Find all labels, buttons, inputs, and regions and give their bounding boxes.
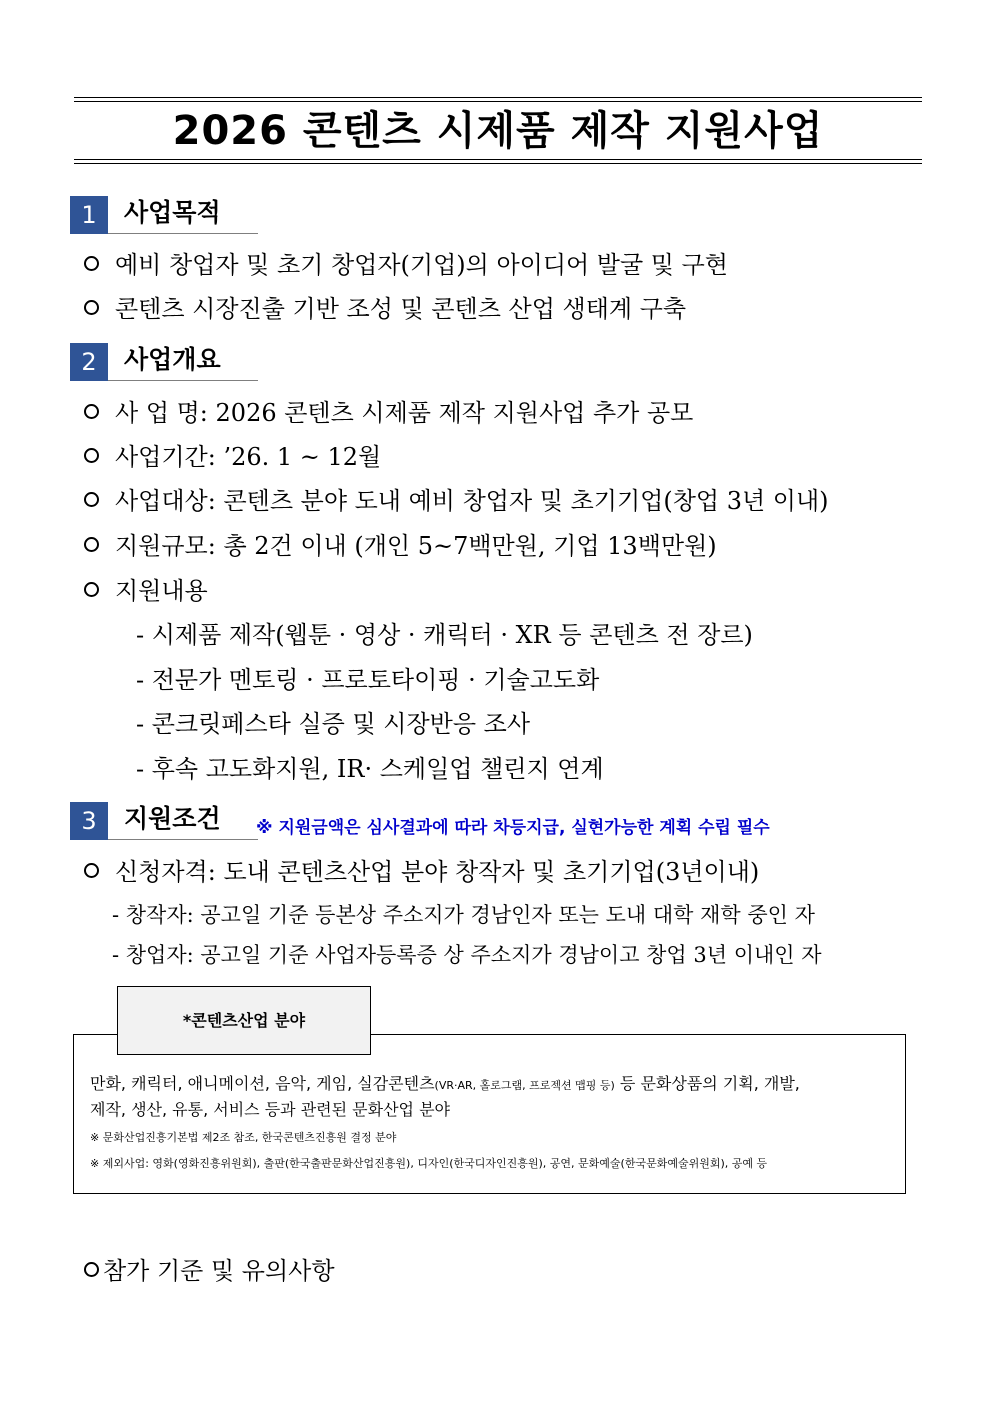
bullet-item	[84, 292, 686, 326]
section-number: 2	[70, 343, 108, 381]
section-title: 지원조건	[124, 804, 221, 833]
section-1-header	[70, 196, 258, 234]
bullet-text: 콘텐츠 시장진출 기반 조성 및 콘텐츠 산업 생태계 구축	[115, 295, 687, 323]
section-title: 사업개요	[124, 345, 221, 374]
box-text-small: (VR·AR, 홀로그램, 프로젝션 맵핑 등)	[434, 1079, 615, 1092]
hollow-circle-bullet-icon	[84, 582, 99, 597]
hollow-circle-bullet-icon	[84, 492, 99, 507]
box-text: 등 문화상품의 기획, 개발,	[614, 1074, 800, 1093]
sub-item: - 창작자: 공고일 기준 등본상 주소지가 경남인자 또는 도내 대학 재학 중인 자	[112, 903, 815, 927]
bullet-text: 예비 창업자 및 초기 창업자(기업)의 아이디어 발굴 및 구현	[115, 251, 728, 279]
bullet-text: 지원규모: 총 2건 이내 (개인 5~7백만원, 기업 13백만원)	[115, 532, 717, 560]
bullet-item	[84, 440, 381, 474]
sub-item: - 후속 고도화지원, IR· 스케일업 챌린지 연계	[136, 755, 604, 783]
hollow-circle-bullet-icon	[84, 404, 99, 419]
section-title: 사업목적	[124, 198, 221, 227]
section-underline	[108, 233, 258, 234]
bullet-item	[84, 855, 759, 889]
section-number: 1	[70, 196, 108, 234]
sub-item: - 시제품 제작(웹툰 · 영상 · 캐릭터 · XR 등 콘텐츠 전 장르)	[136, 621, 753, 649]
participation-criteria-heading	[84, 1254, 335, 1288]
box-text-line	[90, 1071, 800, 1099]
hollow-circle-bullet-icon	[84, 537, 99, 552]
heading-text: 참가 기준 및 유의사항	[103, 1257, 335, 1285]
hollow-circle-bullet-icon	[84, 256, 99, 271]
box-footnote: ※ 제외사업: 영화(영화진흥위원회), 출판(한국출판문화산업진흥원), 디자인(한국디자인진흥원), 공연, 문화예술(한국문화예술위원회), 공예 등	[90, 1157, 768, 1170]
hollow-circle-bullet-icon	[84, 300, 99, 315]
section-underline	[108, 839, 258, 840]
bullet-item	[84, 484, 829, 518]
content-industry-tab: *콘텐츠산업 분야	[117, 986, 371, 1055]
hollow-circle-bullet-icon	[84, 863, 99, 878]
funding-note: ※ 지원금액은 심사결과에 따라 차등지급, 실현가능한 계획 수립 필수	[256, 818, 770, 838]
section-2-header	[70, 343, 258, 381]
bullet-text: 사업기간: ’26. 1 ~ 12월	[115, 443, 382, 471]
hollow-circle-bullet-icon	[84, 448, 99, 463]
section-number: 3	[70, 802, 108, 840]
title-rule-top-inner	[74, 101, 922, 102]
document-title: 2026 콘텐츠 시제품 제작 지원사업	[172, 108, 824, 154]
bullet-text: 신청자격: 도내 콘텐츠산업 분야 창작자 및 초기기업(3년이내)	[115, 858, 760, 886]
title-block	[74, 97, 922, 165]
title-rule-bottom	[74, 163, 922, 164]
sub-item: - 콘크릿페스타 실증 및 시장반응 조사	[136, 710, 531, 738]
box-text-line: 제작, 생산, 유통, 서비스 등과 관련된 문화산업 분야	[90, 1100, 450, 1119]
hollow-circle-bullet-icon	[84, 1262, 99, 1277]
bullet-item	[84, 529, 717, 563]
bullet-text: 지원내용	[115, 577, 208, 605]
sub-item: - 창업자: 공고일 기준 사업자등록증 상 주소지가 경남이고 창업 3년 이내인 자	[112, 943, 822, 967]
title-rule-bottom-inner	[74, 159, 922, 160]
bullet-text: 사 업 명: 2026 콘텐츠 시제품 제작 지원사업 추가 공모	[115, 399, 694, 427]
bullet-item	[84, 396, 693, 430]
section-underline	[108, 380, 258, 381]
title-rule-top	[74, 97, 922, 98]
section-3-header	[70, 802, 258, 840]
bullet-item	[84, 574, 208, 608]
bullet-item	[84, 248, 728, 282]
box-footnote: ※ 문화산업진흥기본법 제2조 참조, 한국콘텐츠진흥원 결정 분야	[90, 1131, 397, 1144]
sub-item: - 전문가 멘토링 · 프로토타이핑 · 기술고도화	[136, 666, 600, 694]
box-text: 만화, 캐릭터, 애니메이션, 음악, 게임, 실감콘텐츠	[90, 1074, 435, 1093]
bullet-text: 사업대상: 콘텐츠 분야 도내 예비 창업자 및 초기기업(창업 3년 이내)	[115, 487, 829, 515]
